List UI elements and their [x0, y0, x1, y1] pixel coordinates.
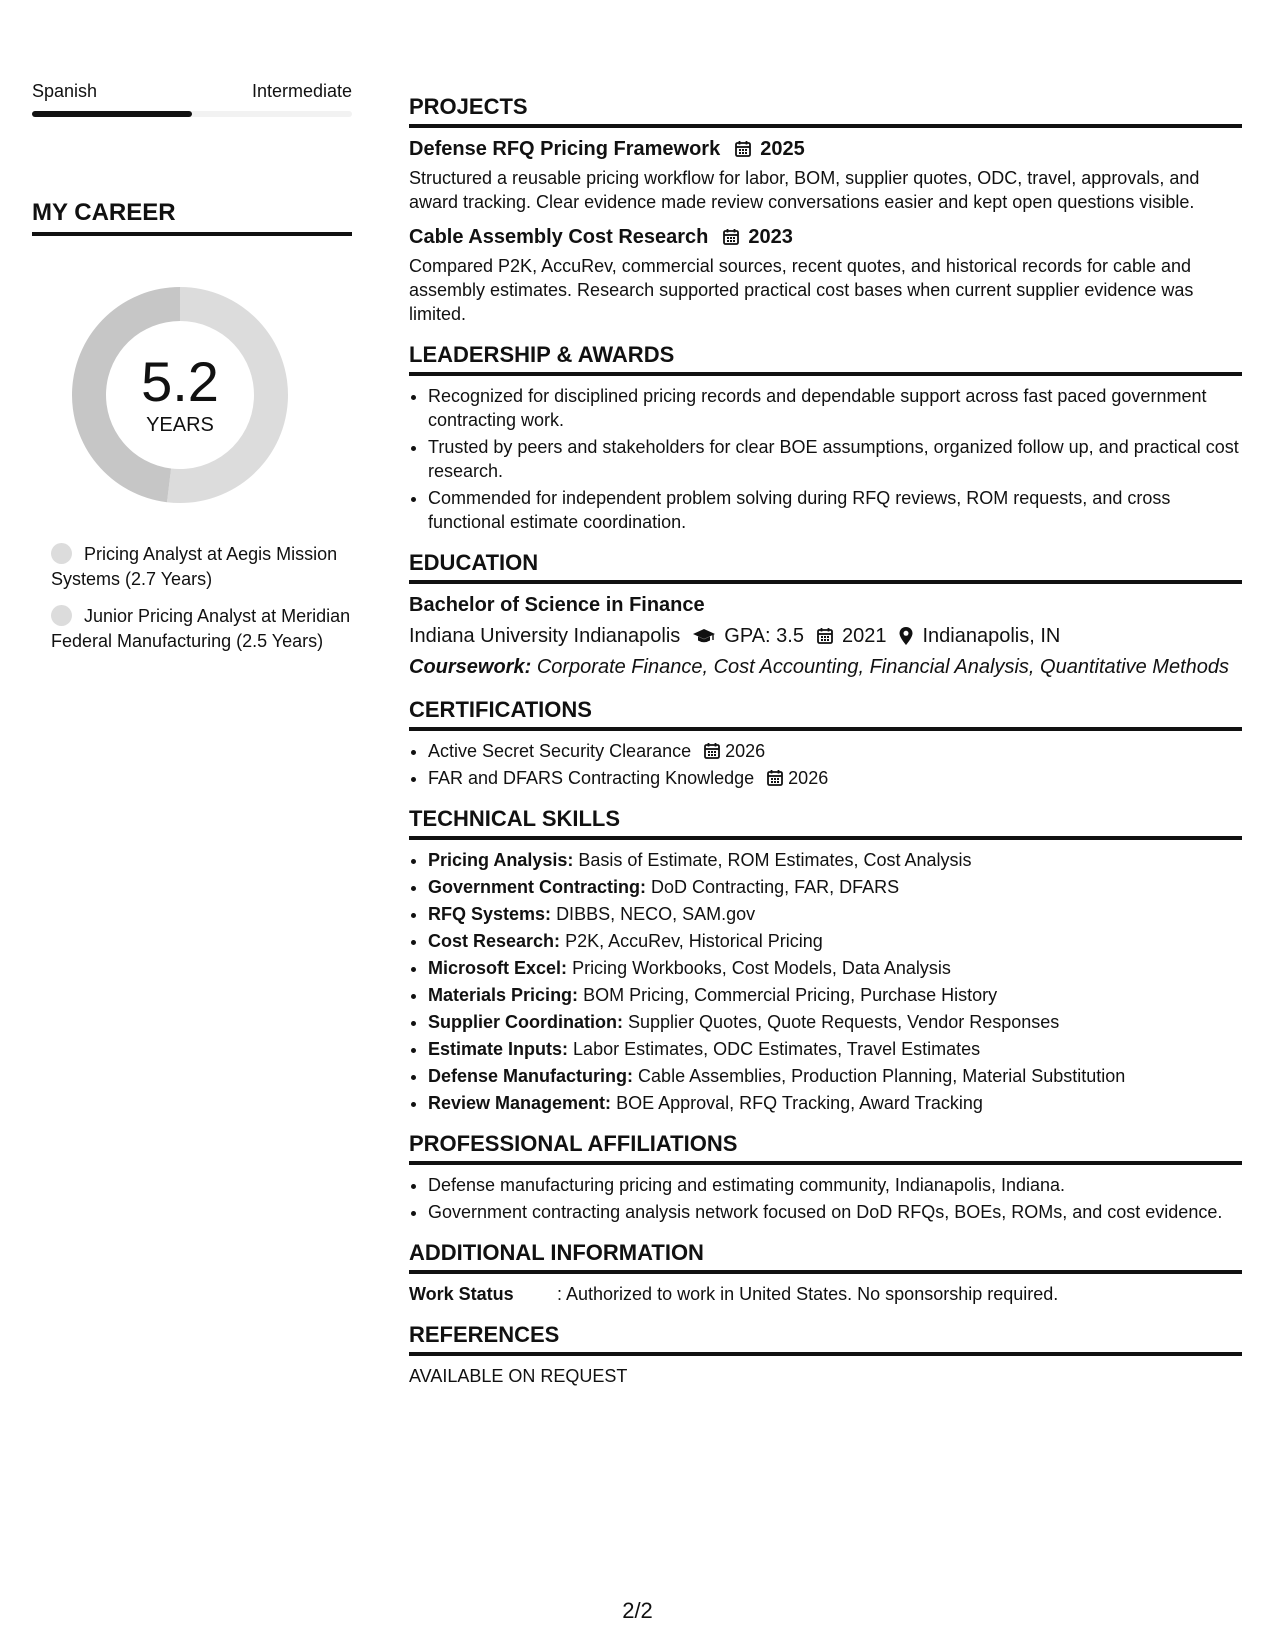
- list-item: • Commended for independent problem solving during RFQ reviews, ROM requests, and cross functional estimate coordination.: [428, 486, 1242, 534]
- list-item: • Government contracting analysis network focused on DoD RFQs, BOEs, ROMs, and cost evidence.: [428, 1200, 1242, 1224]
- skill-value: DIBBS, NECO, SAM.gov: [556, 904, 756, 924]
- leadership-list: [409, 384, 1242, 534]
- work-status-row: [409, 1282, 1242, 1306]
- language-level: Intermediate: [251, 81, 352, 101]
- skill-value: Cable Assemblies, Production Planning, Material Substitution: [638, 1066, 1126, 1086]
- education-gpa: GPA: 3.5: [724, 625, 804, 647]
- education-year: 2021: [841, 625, 887, 647]
- leadership-section: [409, 342, 1242, 534]
- skill-label: Review Management:: [428, 1093, 612, 1113]
- list-item: [428, 956, 1242, 980]
- list-item: [428, 848, 1242, 872]
- skill-label: RFQ Systems:: [428, 904, 552, 924]
- certification-name: • FAR and DFARS Contracting Knowledge: [428, 768, 755, 788]
- project-name: Cable Assembly Cost Research: [409, 226, 709, 248]
- certifications-section: [409, 697, 1242, 790]
- education-coursework: [409, 653, 1242, 681]
- projects-title: PROJECTS: [409, 94, 1242, 128]
- list-item: [428, 1064, 1242, 1088]
- education-section: [409, 550, 1242, 681]
- calendar-icon: [766, 769, 784, 787]
- language-name: Spanish: [32, 81, 98, 101]
- list-item: • Trusted by peers and stakeholders for clear BOE assumptions, organized follow up, and practical cost research.: [428, 435, 1242, 483]
- project-name: Defense RFQ Pricing Framework: [409, 138, 721, 160]
- donut-center: [67, 282, 293, 508]
- skill-value: Pricing Workbooks, Cost Models, Data Analysis: [572, 958, 951, 978]
- skills-section: [409, 806, 1242, 1115]
- skill-value: Labor Estimates, ODC Estimates, Travel Estimates: [573, 1039, 981, 1059]
- certifications-list: [409, 739, 1242, 790]
- project-description: Structured a reusable pricing workflow for labor, BOM, supplier quotes, ODC, travel, approvals, and award tracking. Clear evidence made review conversations easier and kept open questions visible.: [409, 168, 1200, 212]
- list-item: [428, 875, 1242, 899]
- career-legend-dot: [51, 605, 72, 626]
- certification-name: • Active Secret Security Clearance: [428, 741, 692, 761]
- project-year: 2025: [760, 138, 805, 160]
- list-item: [428, 1010, 1242, 1034]
- skill-value: BOE Approval, RFQ Tracking, Award Tracking: [616, 1093, 983, 1113]
- skill-label: Government Contracting:: [428, 877, 647, 897]
- language-proficiency-fill: [32, 111, 192, 117]
- education-location: Indianapolis, IN: [922, 625, 1061, 647]
- career-title: MY CAREER: [32, 199, 352, 236]
- projects-section: [409, 94, 1242, 326]
- skill-value: Basis of Estimate, ROM Estimates, Cost Analysis: [578, 850, 972, 870]
- career-list: [32, 542, 352, 654]
- skills-title: TECHNICAL SKILLS: [409, 806, 1242, 840]
- affiliations-title: PROFESSIONAL AFFILIATIONS: [409, 1131, 1242, 1165]
- main-content: [409, 94, 1242, 1404]
- skill-value: DoD Contracting, FAR, DFARS: [651, 877, 900, 897]
- list-item: [428, 766, 1242, 790]
- project-title: [409, 136, 1242, 162]
- project-description: Compared P2K, AccuRev, commercial sources, recent quotes, and historical records for cable and assembly estimates. Research supported practical cost bases when current supplier evidence was limited.: [409, 256, 1194, 324]
- career-item: [51, 542, 352, 592]
- affiliations-section: [409, 1131, 1242, 1224]
- list-item: [428, 1091, 1242, 1115]
- calendar-icon: [703, 742, 721, 760]
- skill-label: Materials Pricing:: [428, 985, 579, 1005]
- career-years-unit: YEARS: [146, 414, 214, 436]
- sidebar: [32, 80, 352, 666]
- location-pin-icon: [898, 626, 914, 646]
- career-item: [51, 604, 352, 654]
- education-meta: [409, 622, 1242, 650]
- skill-value: BOM Pricing, Commercial Pricing, Purchase History: [583, 985, 998, 1005]
- certifications-title: CERTIFICATIONS: [409, 697, 1242, 731]
- language-proficiency-bar: [32, 111, 352, 117]
- work-status-label: Work Status: [409, 1284, 514, 1304]
- skills-list: [409, 848, 1242, 1115]
- references-title: REFERENCES: [409, 1322, 1242, 1356]
- coursework-label: Coursework:: [409, 656, 532, 678]
- list-item: [428, 739, 1242, 763]
- project-title: [409, 224, 1242, 250]
- certification-year: 2026: [725, 741, 766, 761]
- project-year: 2023: [748, 226, 793, 248]
- skill-label: Supplier Coordination:: [428, 1012, 623, 1032]
- list-item: [428, 1037, 1242, 1061]
- skill-label: Pricing Analysis:: [428, 850, 574, 870]
- education-title: EDUCATION: [409, 550, 1242, 584]
- skill-value: P2K, AccuRev, Historical Pricing: [565, 931, 823, 951]
- language-row: [32, 80, 352, 102]
- list-item: • Defense manufacturing pricing and estimating community, Indianapolis, Indiana.: [428, 1173, 1242, 1197]
- coursework-value: Corporate Finance, Cost Accounting, Financial Analysis, Quantitative Methods: [536, 656, 1230, 678]
- education-school: Indiana University Indianapolis: [409, 625, 681, 647]
- page-number: 2/2: [622, 1598, 653, 1623]
- leadership-title: LEADERSHIP & AWARDS: [409, 342, 1242, 376]
- list-item: [428, 983, 1242, 1007]
- affiliations-list: [409, 1173, 1242, 1224]
- skill-value: Supplier Quotes, Quote Requests, Vendor Responses: [628, 1012, 1060, 1032]
- additional-section: [409, 1240, 1242, 1306]
- references-section: [409, 1322, 1242, 1388]
- skill-label: Microsoft Excel:: [428, 958, 568, 978]
- calendar-icon: [816, 627, 834, 645]
- additional-title: ADDITIONAL INFORMATION: [409, 1240, 1242, 1274]
- calendar-icon: [722, 228, 740, 246]
- list-item: [428, 902, 1242, 926]
- list-item: • Recognized for disciplined pricing records and dependable support across fast paced government contracting work.: [428, 384, 1242, 432]
- list-item: [428, 929, 1242, 953]
- skill-label: Cost Research:: [428, 931, 561, 951]
- graduation-cap-icon: [692, 627, 716, 645]
- career-legend-dot: [51, 543, 72, 564]
- work-status-value: : Authorized to work in United States. No sponsorship required.: [557, 1284, 1059, 1304]
- certification-year: 2026: [788, 768, 829, 788]
- career-item-label: Pricing Analyst at Aegis Mission Systems (2.7 Years): [51, 544, 338, 589]
- calendar-icon: [734, 140, 752, 158]
- career-total-years: 5.2: [141, 350, 219, 413]
- career-donut-chart: [67, 282, 293, 508]
- skill-label: Defense Manufacturing:: [428, 1066, 634, 1086]
- career-item-label: Junior Pricing Analyst at Meridian Federal Manufacturing (2.5 Years): [51, 606, 351, 651]
- education-degree: Bachelor of Science in Finance: [409, 594, 705, 616]
- skill-label: Estimate Inputs:: [428, 1039, 569, 1059]
- references-text: AVAILABLE ON REQUEST: [409, 1366, 628, 1386]
